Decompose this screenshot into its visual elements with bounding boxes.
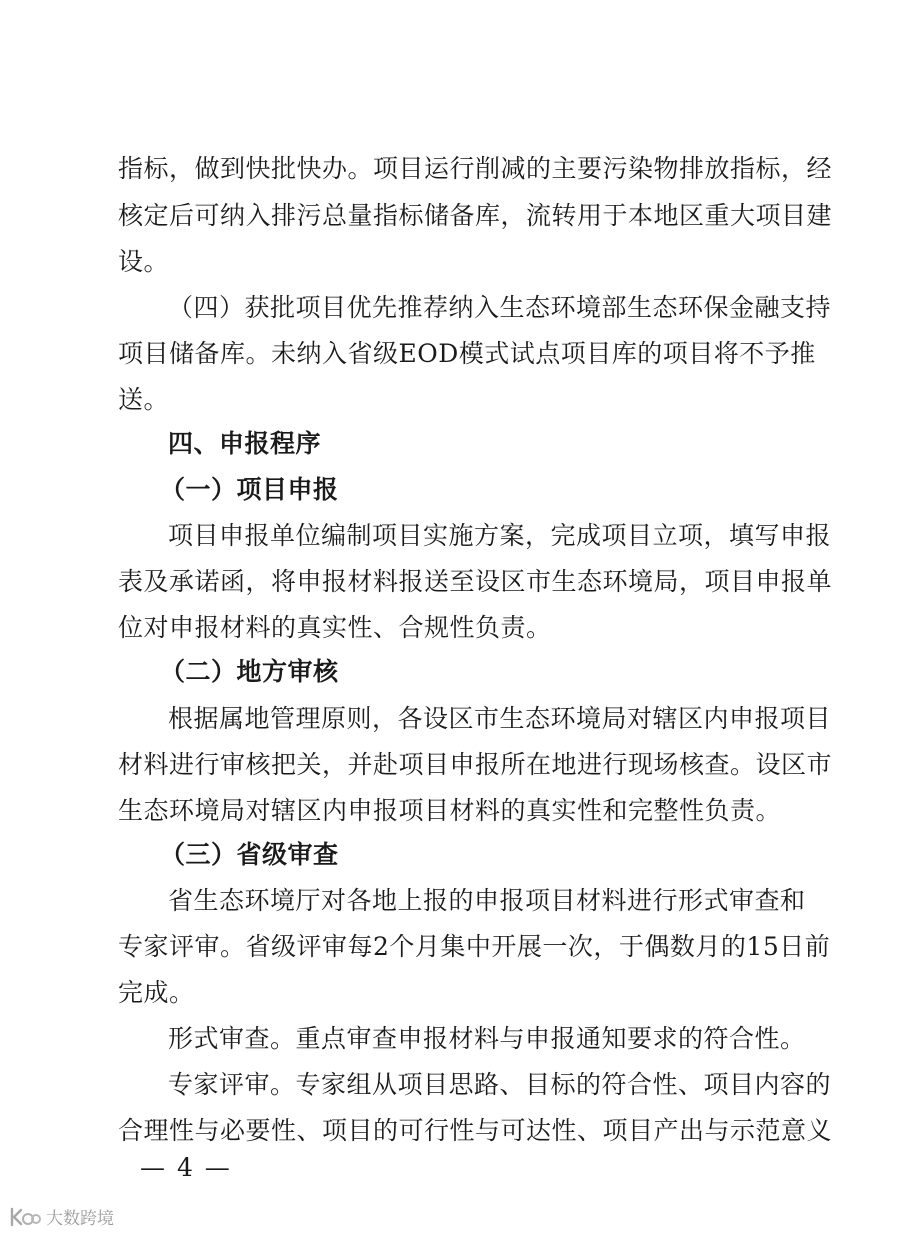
subsection-heading-1: （一）项目申报: [160, 475, 339, 504]
text-line-4: （四）获批项目优先推荐纳入生态环境部生态环保金融支持: [168, 293, 832, 322]
text-line-19: 完成。: [118, 978, 195, 1007]
text-line-14: 材料进行审核把关，并赴项目申报所在地进行现场核查。设区市: [118, 750, 833, 779]
text-line-21: 专家评审。专家组从项目思路、目标的符合性、项目内容的: [168, 1070, 832, 1099]
text-line-2: 核定后可纳入排污总量指标储备库，流转用于本地区重大项目建: [118, 201, 833, 230]
text-line-15: 生态环境局对辖区内申报项目材料的真实性和完整性负责。: [118, 796, 782, 825]
page-number: — 4 —: [140, 1153, 232, 1182]
watermark: [8, 1204, 114, 1229]
text-line-17: 省生态环境厅对各地上报的申报项目材料进行形式审查和: [168, 886, 806, 915]
text-line-5: 项目储备库。未纳入省级EOD模式试点项目库的项目将不予推: [118, 339, 816, 368]
subsection-heading-3: （三）省级审查: [160, 840, 339, 869]
text-line-22: 合理性与必要性、项目的可行性与可达性、项目产出与示范意义: [118, 1116, 833, 1145]
section-heading: 四、申报程序: [168, 429, 322, 458]
text-line-3: 设。: [118, 247, 170, 276]
text-line-20: 形式审查。重点审查申报材料与申报通知要求的符合性。: [168, 1024, 806, 1053]
text-line-18: 专家评审。省级评审每2个月集中开展一次，于偶数月的15日前: [118, 932, 831, 961]
text-line-1: 指标，做到快批快办。项目运行削减的主要污染物排放指标，经: [118, 154, 833, 183]
k-swirl-logo-icon: [8, 1206, 42, 1228]
text-line-9: 项目申报单位编制项目实施方案，完成项目立项，填写申报: [168, 521, 832, 550]
subsection-heading-2: （二）地方审核: [160, 657, 339, 686]
text-line-10: 表及承诺函，将申报材料报送至设区市生态环境局，项目申报单: [118, 567, 833, 596]
watermark-text: 大数跨境: [46, 1209, 114, 1229]
text-line-13: 根据属地管理原则，各设区市生态环境局对辖区内申报项目: [168, 704, 832, 733]
text-line-11: 位对申报材料的真实性、合规性负责。: [118, 613, 552, 642]
text-line-6: 送。: [118, 385, 170, 414]
